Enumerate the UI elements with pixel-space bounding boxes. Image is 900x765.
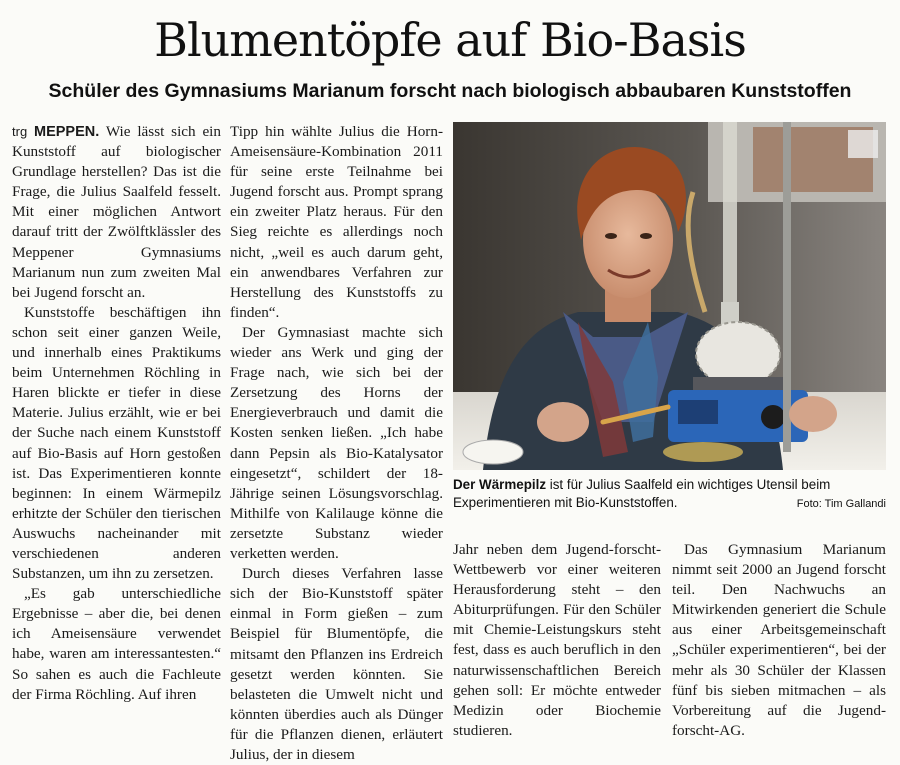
paragraph-3-flow: „Es gab unterschiedliche Ergebnisse – aber die, bei denen ich Ameisensäure verwendet habe, waren am interessantesten.“ So sahen es auch die Fachleute der Firma Röchling. Auf ihren (12, 585, 221, 703)
photo-credit: Foto: Tim Gallandi (796, 498, 886, 510)
paragraph-5-start: Durch dieses Verfahren lasse sich der Bio-Kunststoff später einmal in Form gießen – zum Beispiel für Blumentöpfe, die mitsamt den Pflanzen ins Erdreich gesetzt werden könnten. Sie belasteten die Umwelt nicht und könnten überdies auch als Dünger für die Pflanzen dienen, erläutert Julius, der in diesem (230, 565, 443, 763)
paragraph-3-continued: Tipp hin wählte Julius die Horn-Ameisensäure-Kombination 2011 für seine erste Teilnahme bei Jugend forscht aus. Prompt sprang ein zweiter Platz heraus. Für den Sieg reichte es allerdings noch nicht, „weil es auch darum geht, ein anwendbares Verfahren zur Herstellung des Kunststoffs zu finden“. (230, 123, 443, 321)
article-column-2-lower (230, 323, 443, 765)
article-column-3 (453, 540, 661, 741)
caption-title: Der Wärmepilz (453, 477, 547, 492)
paragraph-6: Das Gymnasium Marianum nimmt seit 2000 an Jugend forscht teil. Den Nachwuchs an Mitwirkenden generiert die Schule aus einer Arbeitsgemeinschaft „Schüler experimentieren“, bei der mehr als 30 Schüler der Klassen fünf bis sieben mitmachen – als Vorbereitung auf die Jugend-forscht-AG. (672, 541, 886, 739)
author-initials: trg (12, 124, 28, 139)
article-column-4 (672, 540, 886, 741)
photo-caption (453, 476, 886, 513)
subheadline: Schüler des Gymnasiums Marianum forscht nach biologisch abbaubaren Kunststoffen (48, 80, 852, 102)
dateline: MEPPEN. (34, 124, 100, 140)
paragraph-2: Kunststoffe beschäftigen ihn schon seit einer ganzen Weile, und innerhalb eines Praktikums beim Unternehmen Röchling in Haren blickte er tiefer in diese Materie. Julius erzählt, wie er bei der Suche nach einem Kunststoff auf Bio-Basis auf Horn gestoßen ist. Das Experimentieren konnte beginnen: In einem Wärmepilz erhitzte der Schüler den tierischen Auswuchs nacheinander mit verschiedenen anderen Substanzen, um ihn zu zersetzen. (12, 303, 221, 583)
article-column-1 (12, 122, 221, 722)
paragraph-4: Der Gymnasiast machte sich wieder ans Werk und ging der Frage nach, wie sich bei der Zersetzung des Horns der Energieverbrauch und damit die Kosten senken ließen. „Ich habe dann Pepsin als Bio-Katalysator eingesetzt“, schildert der 18-Jährige seinen Lösungsvorschlag. Mithilfe von Kalilauge könne die zersetzte Substanz wieder verketten werden. (230, 324, 443, 563)
headline: Blumentöpfe auf Bio-Basis (154, 13, 746, 67)
paragraph-5-end: Jahr neben dem Jugend-forscht-Wettbewerb vor einer weiteren Herausforderung steht – den Abiturprüfungen. Für den Schüler mit Chemie-Leistungskurs steht fest, dass es auch beruflich in den naturwissenschaftlichen Bereich gehen soll: Er möchte entweder Medizin oder Biochemie studieren. (453, 541, 661, 739)
student-lab-photo (453, 122, 886, 470)
lead-text: Wie lässt sich ein Kunststoff auf biologischer Grundlage herstellen? Das ist die Frage, die Julius Saalfeld fesselt. Mit einer möglichen Antwort darauf tritt der Zwölftklässler des Meppener Gymnasiums Marianum nun zum zweiten Mal bei Jugend forscht an. (12, 123, 221, 301)
article-column-2-top (230, 122, 443, 323)
caption-text: ist für Julius Saalfeld ein wichtiges Utensil beim Experimentieren mit Bio-Kunststoffen. (453, 477, 831, 510)
article-photo (453, 122, 886, 470)
lead-paragraph (12, 122, 221, 303)
